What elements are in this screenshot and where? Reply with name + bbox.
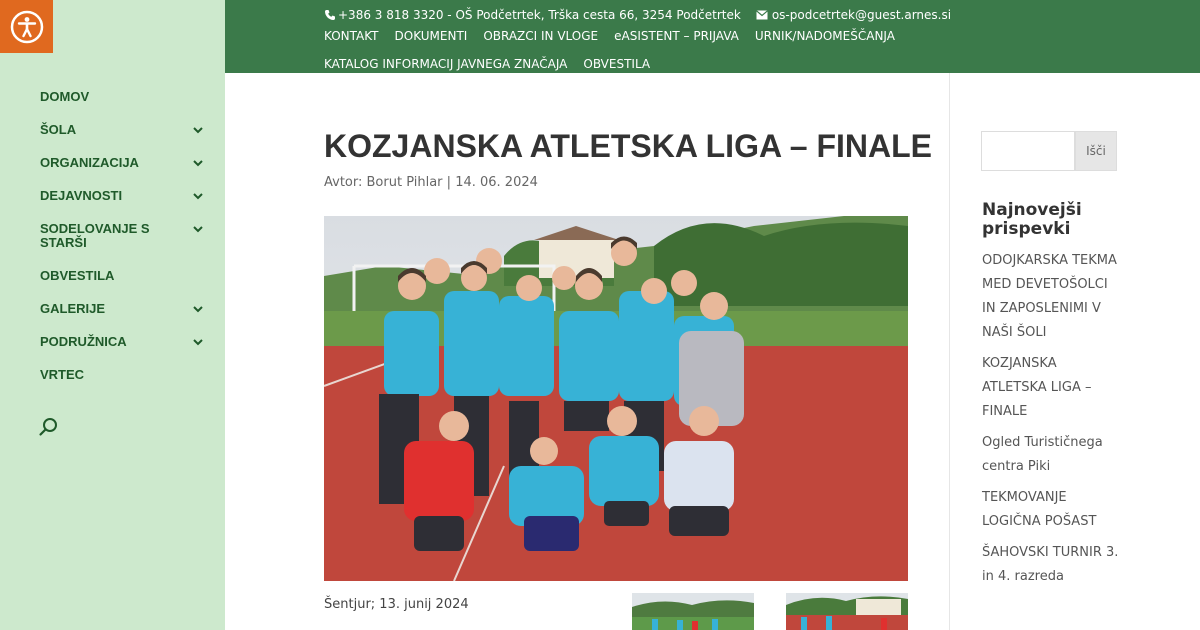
nav-item-label: SODELOVANJE S STARŠI	[40, 221, 150, 250]
post-title: KOZJANSKA ATLETSKA LIGA – FINALE	[324, 128, 932, 164]
image-caption: Šentjur; 13. junij 2024	[324, 597, 469, 612]
top-nav-dokumenti[interactable]: DOKUMENTI	[394, 29, 468, 43]
nav-item-organizacija[interactable]	[40, 156, 210, 170]
nav-item-podruznica[interactable]	[40, 335, 210, 349]
gallery-thumbnail[interactable]	[786, 593, 908, 630]
recent-posts-title: Najnovejši prispevki	[982, 200, 1082, 239]
contact-email[interactable]: os-podcetrtek@guest.arnes.si	[771, 8, 952, 22]
top-nav-easistent[interactable]: eASISTENT – PRIJAVA	[614, 29, 739, 43]
nav-item-domov[interactable]	[40, 90, 210, 104]
nav-item-label: GALERIJE	[40, 301, 106, 316]
featured-image	[324, 216, 908, 581]
nav-item-galerije[interactable]	[40, 302, 210, 316]
meta-separator: |	[442, 175, 456, 190]
nav-item-label: PODRUŽNICA	[40, 334, 127, 349]
search-button[interactable]: Išči	[1075, 131, 1117, 171]
nav-item-sola[interactable]	[40, 123, 210, 137]
top-header	[225, 0, 1200, 73]
top-nav-obvestila[interactable]: OBVESTILA	[583, 57, 651, 71]
nav-item-vrtec[interactable]	[40, 368, 210, 382]
left-sidebar	[0, 0, 225, 630]
search-icon[interactable]	[38, 416, 60, 438]
contact-phone[interactable]: +386 3 818 3320 - OŠ Podčetrtek, Trška cesta 66, 3254 Podčetrtek	[338, 8, 741, 22]
nav-item-label: OBVESTILA	[40, 268, 115, 283]
chevron-down-icon[interactable]	[192, 303, 204, 315]
nav-item-label: ŠOLA	[40, 122, 77, 137]
contact-bar	[324, 8, 951, 22]
accessibility-icon	[10, 10, 44, 44]
chevron-down-icon[interactable]	[192, 336, 204, 348]
phone-icon	[324, 9, 336, 21]
top-nav	[324, 29, 1184, 85]
nav-item-obvestila[interactable]	[40, 269, 210, 283]
recent-post-link[interactable]: ŠAHOVSKI TURNIR 3. in 4. razreda	[982, 545, 1119, 584]
nav-item-label: DEJAVNOSTI	[40, 188, 123, 203]
group-photo	[324, 216, 908, 581]
nav-item-label: ORGANIZACIJA	[40, 155, 139, 170]
top-nav-obrazci[interactable]: OBRAZCI IN VLOGE	[483, 29, 599, 43]
nav-item-label: VRTEC	[40, 367, 85, 382]
column-divider	[949, 73, 950, 630]
chevron-down-icon[interactable]	[192, 124, 204, 136]
chevron-down-icon[interactable]	[192, 223, 204, 235]
nav-item-label: DOMOV	[40, 89, 90, 104]
top-nav-kontakt[interactable]: KONTAKT	[324, 29, 379, 43]
post-meta	[324, 175, 538, 190]
sidebar-search-input[interactable]	[981, 131, 1075, 171]
nav-item-dejavnosti[interactable]	[40, 189, 210, 203]
author-link[interactable]: Borut Pihlar	[366, 175, 443, 190]
gallery-thumbnail[interactable]	[632, 593, 754, 630]
chevron-down-icon[interactable]	[192, 190, 204, 202]
envelope-icon	[756, 10, 768, 20]
recent-post-link[interactable]: ODOJKARSKA TEKMA MED DEVETOŠOLCI IN ZAPOSLENIMI V NAŠI ŠOLI	[982, 253, 1117, 340]
meta-prefix: Avtor:	[324, 175, 367, 190]
recent-post-link[interactable]: Ogled Turističnega centra Piki	[982, 435, 1103, 474]
accessibility-button[interactable]	[0, 0, 53, 53]
nav-item-sodelovanje[interactable]	[40, 222, 210, 250]
recent-post-link[interactable]: KOZJANSKA ATLETSKA LIGA – FINALE	[982, 356, 1092, 419]
chevron-down-icon[interactable]	[192, 157, 204, 169]
top-nav-urnik[interactable]: URNIK/NADOMEŠČANJA	[754, 29, 895, 43]
post-date: 14. 06. 2024	[455, 175, 538, 190]
recent-post-link[interactable]: TEKMOVANJE LOGIČNA POŠAST	[982, 490, 1097, 529]
top-nav-katalog[interactable]: KATALOG INFORMACIJ JAVNEGA ZNAČAJA	[324, 57, 568, 71]
recent-posts-list	[982, 249, 1122, 596]
